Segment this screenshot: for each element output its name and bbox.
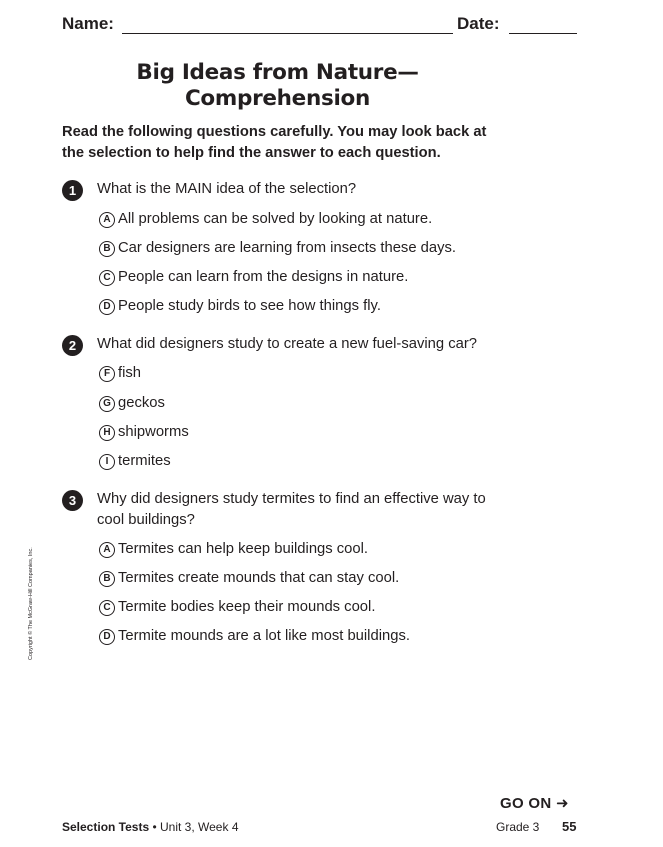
option-text: geckos xyxy=(118,395,165,411)
question-2-number: 2 xyxy=(62,335,83,356)
question-2-text: What did designers study to create a new fuel-saving car? xyxy=(97,336,477,352)
answer-bubble[interactable]: C xyxy=(99,270,115,286)
question-1-option-a[interactable] xyxy=(99,209,432,229)
option-text: Termites can help keep buildings cool. xyxy=(118,541,369,557)
option-text: Termite bodies keep their mounds cool. xyxy=(118,599,376,615)
answer-bubble[interactable]: D xyxy=(99,299,115,315)
question-3-option-d[interactable] xyxy=(99,626,410,646)
option-text: All problems can be solved by looking at nature. xyxy=(118,211,433,227)
footer-series xyxy=(62,820,239,834)
question-3-option-c[interactable] xyxy=(99,597,375,617)
answer-bubble[interactable]: C xyxy=(99,600,115,616)
question-3-number: 3 xyxy=(62,490,83,511)
unit-week: • Unit 3, Week 4 xyxy=(149,820,239,834)
question-1-option-d[interactable] xyxy=(99,296,381,316)
option-text: shipworms xyxy=(118,424,189,440)
answer-bubble[interactable]: H xyxy=(99,425,115,441)
answer-bubble[interactable]: I xyxy=(99,454,115,470)
page-number: 55 xyxy=(562,819,577,834)
question-2-option-g[interactable] xyxy=(99,393,165,413)
option-text: People study birds to see how things fly. xyxy=(118,298,381,314)
grade-label: Grade 3 xyxy=(496,820,540,834)
option-text: Termite mounds are a lot like most buildings. xyxy=(118,628,410,644)
question-3-option-a[interactable] xyxy=(99,539,368,559)
option-text: People can learn from the designs in nature. xyxy=(118,269,409,285)
answer-bubble[interactable]: G xyxy=(99,396,115,412)
question-3-option-b[interactable] xyxy=(99,568,399,588)
series-title: Selection Tests xyxy=(62,820,150,834)
question-2-option-f[interactable] xyxy=(99,363,141,383)
question-3-text: Why did designers study termites to find an effective way to cool buildings? xyxy=(97,491,486,528)
instructions: Read the following questions carefully. You may look back at the selection to help find the answer to each question. xyxy=(62,124,487,161)
answer-bubble[interactable]: F xyxy=(99,366,115,382)
copyright-notice xyxy=(27,520,35,660)
answer-bubble[interactable]: D xyxy=(99,629,115,645)
answer-bubble[interactable]: B xyxy=(99,571,115,587)
answer-bubble[interactable]: A xyxy=(99,212,115,228)
question-2-option-h[interactable] xyxy=(99,422,189,442)
name-label: Name: xyxy=(62,14,114,33)
option-text: Car designers are learning from insects these days. xyxy=(118,240,457,256)
date-field[interactable] xyxy=(509,33,577,34)
question-1-number: 1 xyxy=(62,180,83,201)
question-2-option-i[interactable] xyxy=(99,451,171,471)
question-1-text: What is the MAIN idea of the selection? xyxy=(97,181,357,197)
option-text: termites xyxy=(118,453,171,469)
name-date-header xyxy=(62,14,578,38)
question-1-option-b[interactable] xyxy=(99,238,456,258)
name-field[interactable] xyxy=(122,33,453,34)
option-text: Termites create mounds that can stay cool. xyxy=(118,570,400,586)
copyright-text: Copyright © The McGraw-Hill Companies, Inc. xyxy=(28,547,34,660)
page-title xyxy=(110,60,445,112)
go-on-indicator: GO ON ➜ xyxy=(500,795,569,812)
answer-bubble[interactable]: B xyxy=(99,241,115,257)
date-label: Date: xyxy=(457,14,500,33)
option-text: fish xyxy=(118,365,142,381)
title-line-1: Big Ideas from Nature— xyxy=(136,60,419,85)
question-1-option-c[interactable] xyxy=(99,267,408,287)
answer-bubble[interactable]: A xyxy=(99,542,115,558)
title-line-2: Comprehension xyxy=(184,86,371,111)
